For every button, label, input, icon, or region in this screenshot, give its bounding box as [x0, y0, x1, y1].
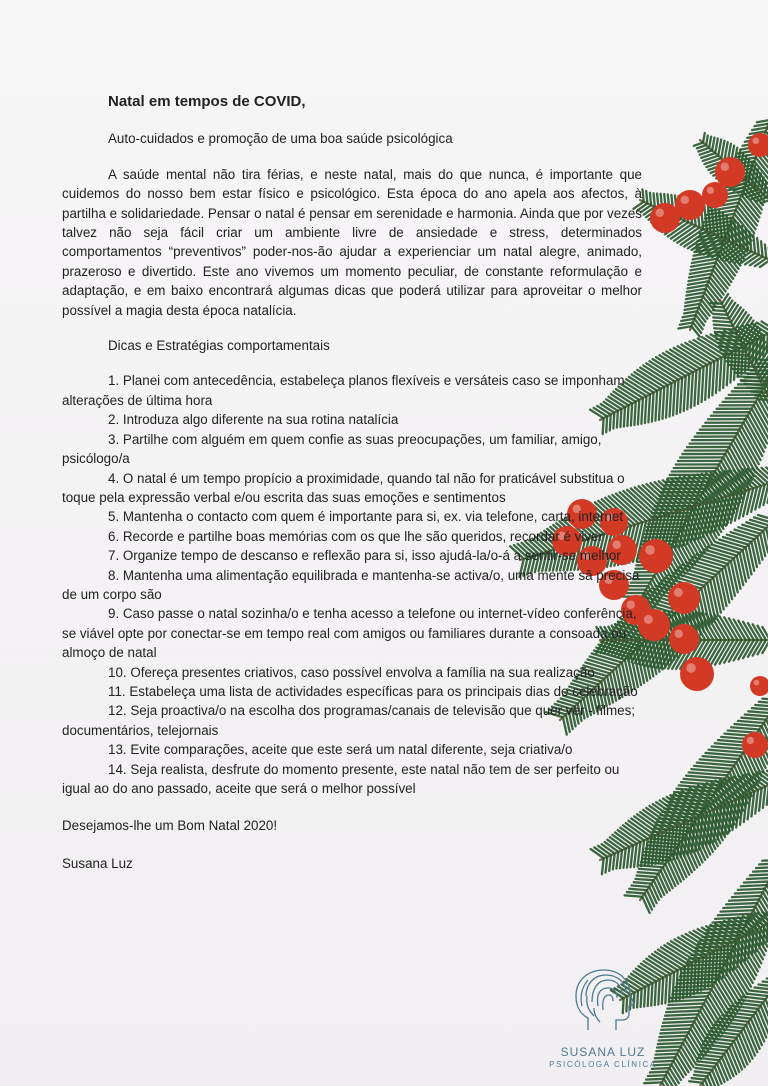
tip-item: 5. Mantenha o contacto com quem é importante para si, ex. via telefone, carta, internet — [108, 509, 624, 525]
tip-item: 13. Evite comparações, aceite que este será um natal diferente, seja criativa/o — [108, 742, 573, 758]
head-profile-icon — [568, 966, 638, 1038]
tip-item: 8. Mantenha uma alimentação equilibrada e mantenha-se activa/o, uma mente sã precisa de um corpo são — [62, 567, 640, 602]
tip-item: 11. Estabeleça uma lista de actividades específicas para os principais dias de celebração — [108, 683, 638, 699]
logo-name: SUSANA LUZ — [560, 1045, 646, 1059]
intro-paragraph: A saúde mental não tira férias, e neste natal, mais do que nunca, é importante que cuidemos do nosso bem estar físico e psicológico. Esta época do ano apela aos afectos, à partilha e solidariedade. Pensar o natal é pensar em serenidade e harmonia. Ainda que por vezes talvez não seja fácil criar um ambiente livre de ansiedade e stress, determinados comportamentos “preventivos” poder-nos-ão ajudar a experienciar um natal alegre, animado, prazeroso e divertido. Este ano vivemos um momento peculiar, de constante reformulação e adaptação, e em baixo encontrará algumas dicas que poderá utilizar para aproveitar o melhor possível a magia desta época natalícia. — [62, 166, 642, 318]
signature: Susana Luz — [62, 855, 133, 871]
tip-item: 1. Planei com antecedência, estabeleça planos flexíveis e versáteis caso se imponham alterações de última hora — [62, 373, 625, 408]
tip-item: 4. O natal é um tempo propício a proximidade, quando tal não for praticável substitua o toque pela expressão verbal e/ou escrita das suas emoções e sentimentos — [62, 470, 625, 505]
tip-item: 7. Organize tempo de descanso e reflexão para si, isso ajudá-la/o-á a sentir-se melhor — [108, 548, 621, 564]
letter-body — [62, 92, 642, 873]
tips-list — [62, 371, 642, 798]
closing-line: Desejamos-lhe um Bom Natal 2020! — [62, 818, 278, 834]
tip-item: 9. Caso passe o natal sozinha/o e tenha acesso a telefone ou internet-vídeo conferência, se viável opte por conectar-se em tempo real com amigos ou familiares durante a consoada ou almoço de natal — [62, 606, 637, 661]
tip-item: 3. Partilhe com alguém em quem confie as suas preocupações, um familiar, amigo, psicólogo/a — [62, 431, 602, 467]
tip-item: 2. Introduza algo diferente na sua rotina natalícia — [108, 412, 399, 428]
tip-item: 14. Seja realista, desfrute do momento presente, este natal não tem de ser perfeito ou igual ao do ano passado, aceite que será o melhor possível — [62, 761, 620, 796]
tip-item: 6. Recorde e partilhe boas memórias com os que lhe são queridos, recordar é viver — [108, 528, 603, 544]
page-subtitle: Auto-cuidados e promoção de uma boa saúde psicológica — [108, 131, 453, 147]
section-title: Dicas e Estratégias comportamentais — [108, 338, 330, 354]
brand-logo — [548, 966, 658, 1069]
tip-item: 10. Ofereça presentes criativos, caso possível envolva a família na sua realização — [108, 664, 595, 680]
tip-item: 12. Seja proactiva/o na escolha dos programas/canais de televisão que quer ver - filmes; documentários, telejornais — [62, 703, 635, 738]
logo-subtitle: PSICÓLOGA CLÍNICA — [549, 1060, 657, 1069]
page-title: Natal em tempos de COVID, — [108, 93, 306, 110]
